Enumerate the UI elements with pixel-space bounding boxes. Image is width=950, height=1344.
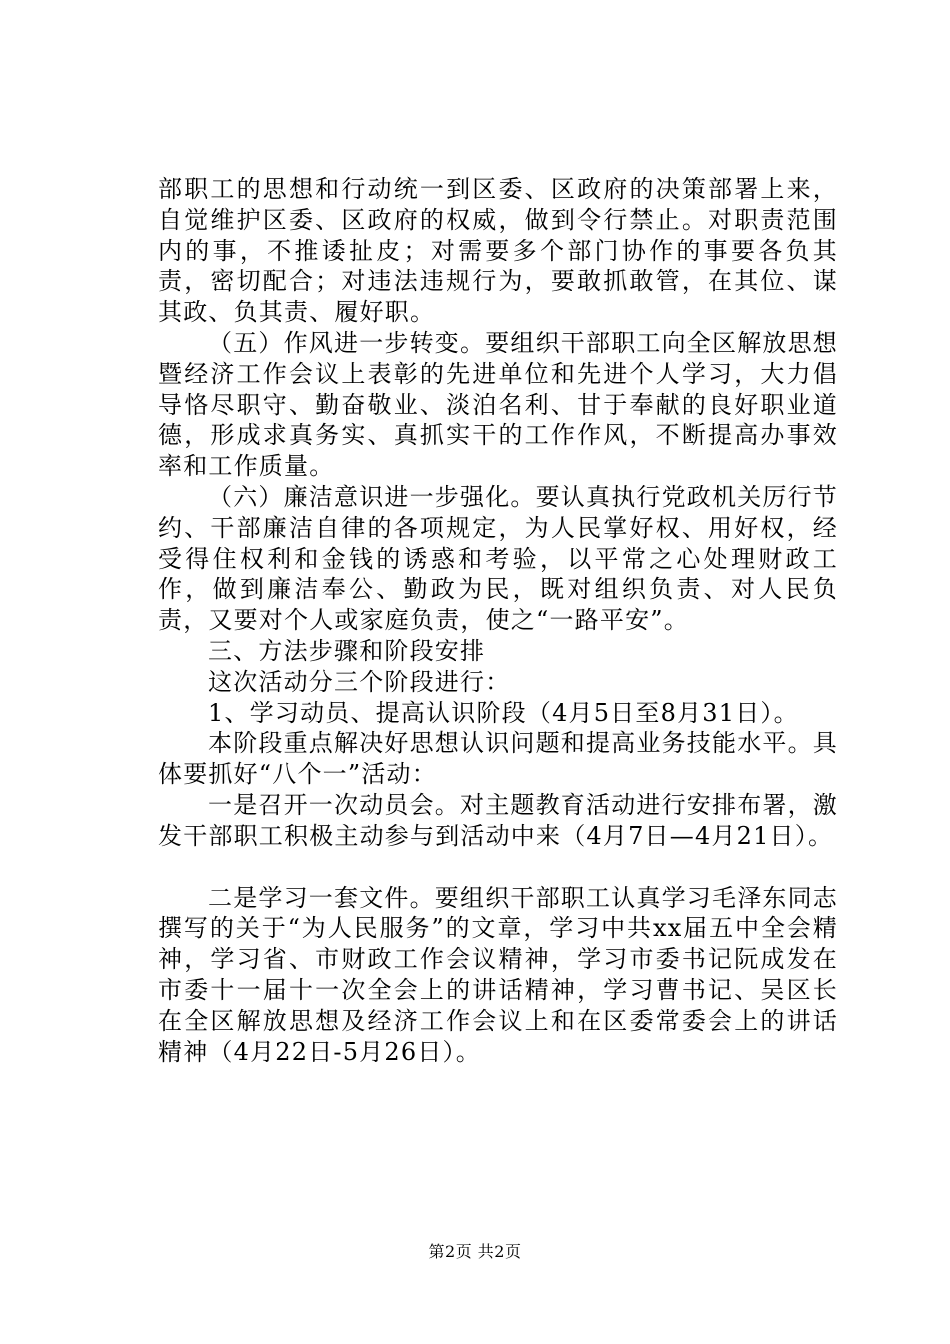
paragraph-stage-focus: 本阶段重点解决好思想认识问题和提高业务技能水平。具体要抓好“八个一”活动： — [158, 729, 838, 789]
paragraph-item-two: 二是学习一套文件。要组织干部职工认真学习毛泽东同志撰写的关于“为人民服务”的文章，学习中共xx届五中全会精神，学习省、市财政工作会议精神，学习市委书记阮成发在市委十一届十一次全会上的讲话精神，学习曹书记、吴区长在全区解放思想及经济工作会议上和在区委常委会上的讲话精神（4月22日-5月26日）。 — [158, 883, 838, 1066]
page-number-footer: 第2页 共2页 — [428, 1242, 522, 1261]
paragraph-item-one: 一是召开一次动员会。对主题教育活动进行安排布署，激发干部职工积极主动参与到活动中来（4月7日—4月21日）。 — [158, 790, 838, 850]
document-body — [158, 174, 838, 1067]
paragraph-stages-intro: 这次活动分三个阶段进行： — [208, 667, 511, 696]
paragraph-continuation: 部职工的思想和行动统一到区委、区政府的决策部署上来，自觉维护区委、区政府的权威，做到令行禁止。对职责范围内的事，不推诿扯皮；对需要多个部门协作的事要各负其责，密切配合；对违法违规行为，要敢抓敢管，在其位、谋其政、负其责、履好职。 — [158, 175, 838, 327]
paragraph-stage-one: 1、学习动员、提高认识阶段（4月5日至8月31日）。 — [208, 698, 799, 727]
paragraph-section-five: （五）作风进一步转变。要组织干部职工向全区解放思想暨经济工作会议上表彰的先进单位和先进个人学习，大力倡导恪尽职守、勤奋敬业、淡泊名利、甘于奉献的良好职业道德，形成求真务实、真抓实干的工作作风，不断提高办事效率和工作质量。 — [158, 328, 838, 481]
heading-section-three: 三、方法步骤和阶段安排 — [208, 636, 486, 665]
paragraph-section-six: （六）廉洁意识进一步强化。要认真执行党政机关厉行节约、干部廉洁自律的各项规定，为人民掌好权、用好权，经受得住权利和金钱的诱惑和考验，以平常之心处理财政工作，做到廉洁奉公、勤政为民，既对组织负责、对人民负责，又要对个人或家庭负责，使之“一路平安”。 — [158, 482, 838, 635]
